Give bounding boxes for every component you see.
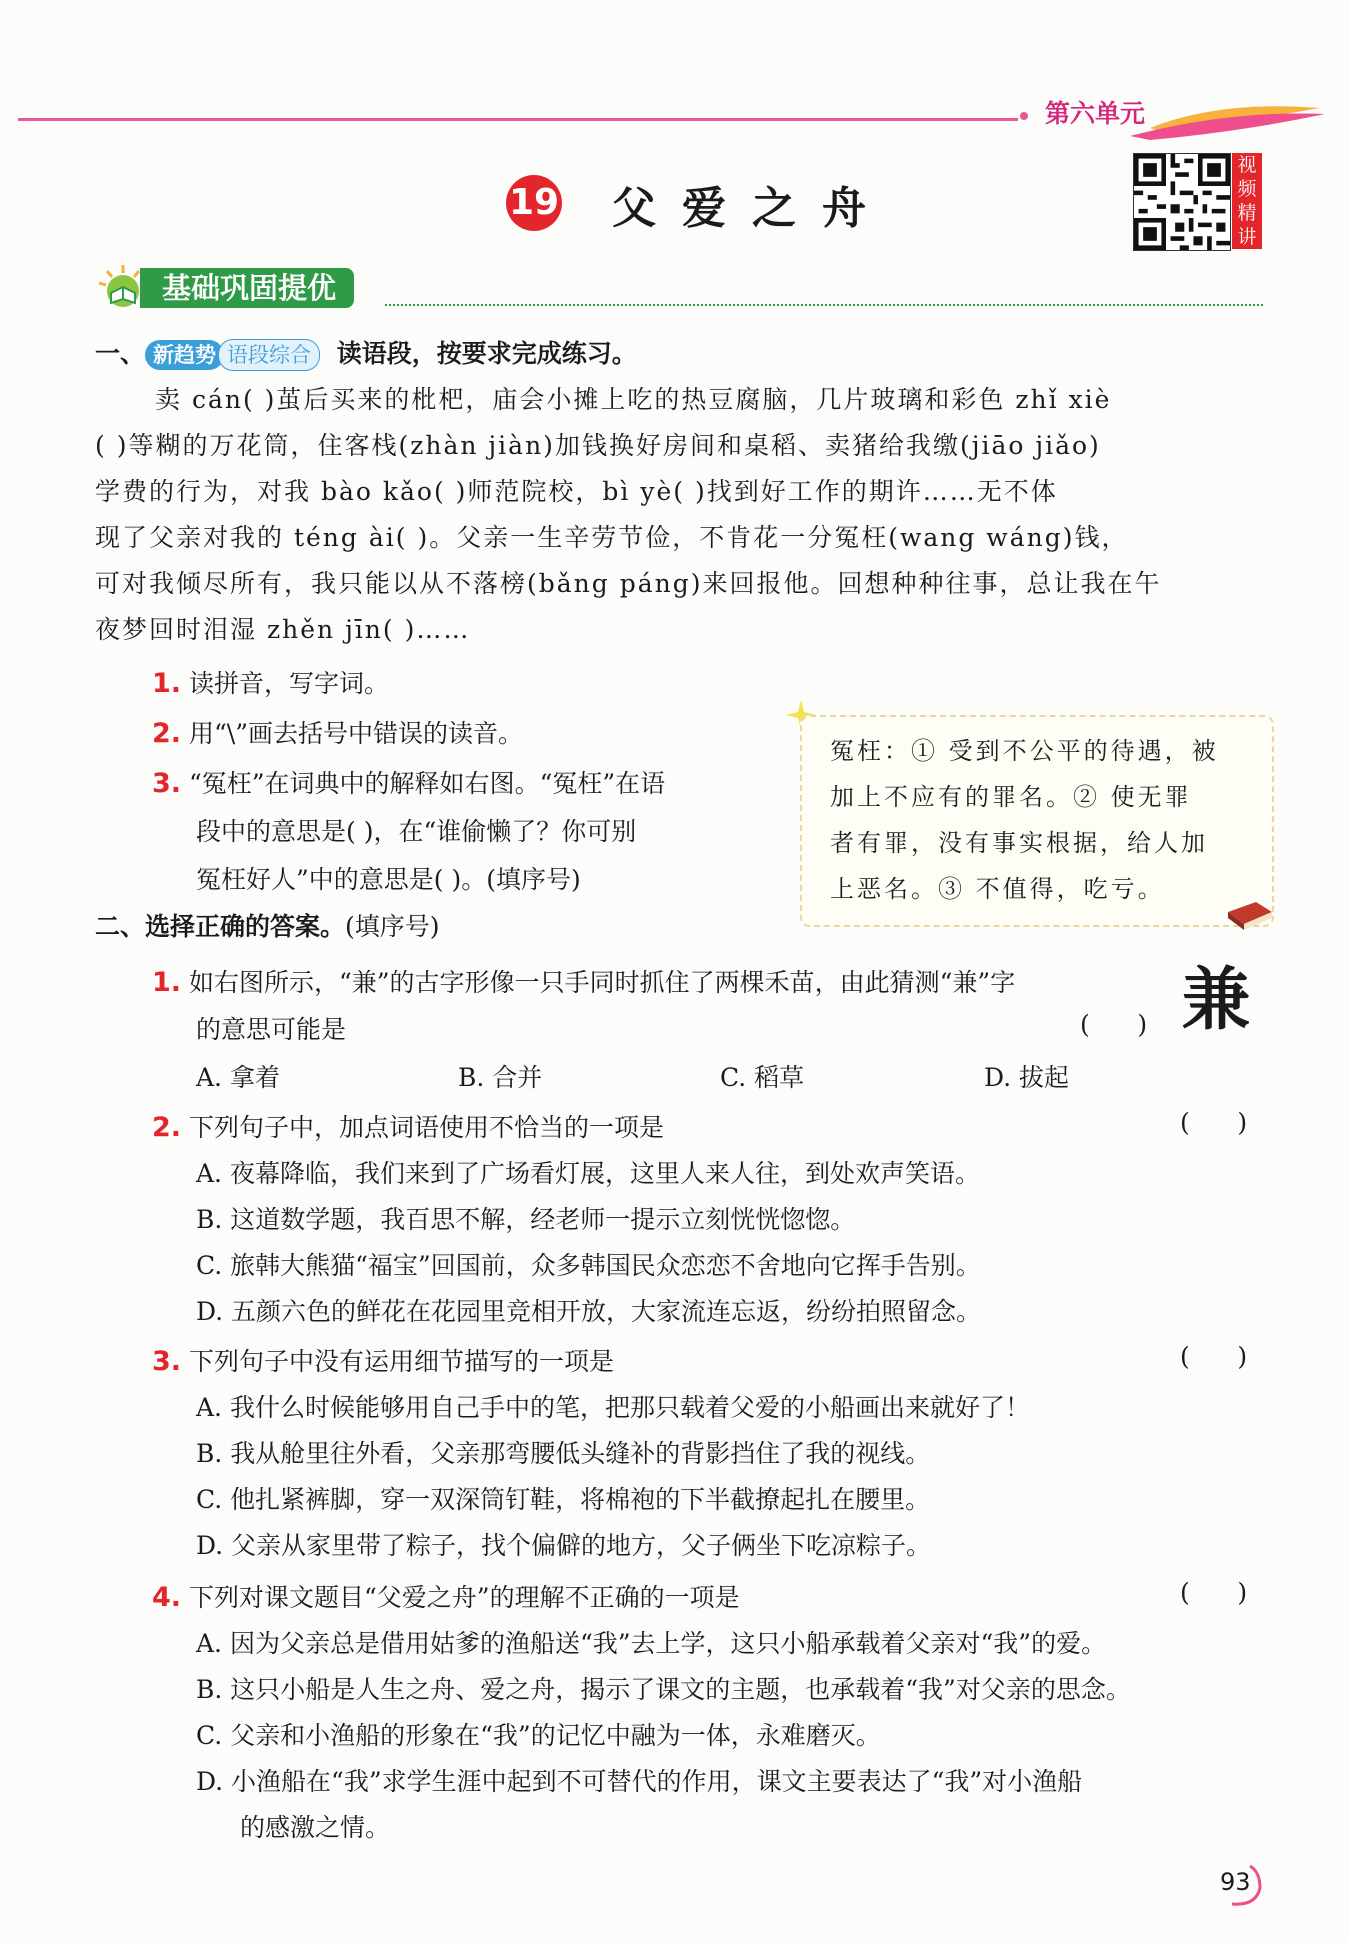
passage-line: 学费的行为，对我 bào kǎo( )师范院校，bì yè( )找到好工作的期许……无不体 bbox=[95, 477, 1058, 506]
passage-line: 夜梦回时泪湿 zhěn jīn( )…… bbox=[95, 615, 471, 644]
dictionary-note-line: 者有罪，没有事实根据，给人加 bbox=[830, 829, 1208, 857]
option[interactable]: A. 拿着 bbox=[196, 1063, 280, 1092]
section-divider bbox=[385, 304, 1263, 306]
q2-item-3-stem: 3. 下列句子中没有运用细节描写的一项是 bbox=[152, 1346, 615, 1377]
passage-line: 可对我倾尽所有，我只能以从不落榜(bǎng páng)来回报他。回想种种往事，总让我在午 bbox=[95, 569, 1162, 598]
q1-instruction: 读语段，按要求完成练习。 bbox=[336, 339, 637, 368]
unit-label: 第六单元 bbox=[1045, 99, 1146, 128]
dictionary-note-line: 上恶名。③ 不值得，吃亏。 bbox=[830, 875, 1165, 903]
answer-paren[interactable]: ( ) bbox=[1080, 1010, 1148, 1039]
option[interactable]: D. 拔起 bbox=[984, 1063, 1070, 1092]
q1-sub-2: 2. 用“\”画去括号中错误的读音。 bbox=[152, 718, 523, 749]
option[interactable]: A. 因为父亲总是借用姑爹的渔船送“我”去上学，这只小船承载着父亲对“我”的爱。 bbox=[196, 1629, 1107, 1658]
qr-code-icon[interactable] bbox=[1133, 153, 1231, 251]
option[interactable]: C. 稻草 bbox=[720, 1063, 805, 1092]
option[interactable]: A. 夜幕降临，我们来到了广场看灯展，这里人来人往，到处欢声笑语。 bbox=[196, 1159, 980, 1188]
dictionary-note bbox=[830, 728, 1250, 912]
section-banner: 基础巩固提优 bbox=[140, 268, 354, 308]
option[interactable]: B. 我从舱里往外看，父亲那弯腰低头缝补的背影挡住了我的视线。 bbox=[196, 1439, 931, 1468]
page-number: 93 bbox=[1220, 1868, 1251, 1896]
q2-item-1-stem-line: 的意思可能是 bbox=[196, 1015, 347, 1044]
lesson-number-badge: 19 bbox=[506, 175, 562, 231]
option[interactable]: B. 这道数学题，我百思不解，经老师一提示立刻恍恍惚惚。 bbox=[196, 1205, 856, 1234]
answer-paren[interactable]: ( ) bbox=[1180, 1578, 1248, 1607]
q1-sub-3-line: 冤枉好人”中的意思是( )。(填序号) bbox=[196, 865, 581, 894]
answer-paren[interactable]: ( ) bbox=[1180, 1108, 1248, 1137]
option[interactable]: B. 合并 bbox=[458, 1063, 543, 1092]
dictionary-note-line: 加上不应有的罪名。② 使无罪 bbox=[830, 783, 1192, 811]
option[interactable]: D. 五颜六色的鲜花在花园里竞相开放，大家流连忘返，纷纷拍照留念。 bbox=[196, 1297, 982, 1326]
q1-sub-1: 1. 读拼音，写字词。 bbox=[152, 668, 390, 699]
q1-sub-3-line: 段中的意思是( )，在“谁偷懒了？你可别 bbox=[196, 817, 637, 846]
header-rule bbox=[18, 118, 1018, 121]
option[interactable]: C. 旅韩大熊猫“福宝”回国前，众多韩国民众恋恋不舍地向它挥手告别。 bbox=[196, 1251, 981, 1280]
book-icon bbox=[1226, 898, 1274, 932]
q1-tag-passage: 语段综合 bbox=[218, 339, 320, 371]
q1-tag-new-trend: 新趋势 bbox=[145, 340, 224, 370]
q2-item-4-stem: 4. 下列对课文题目“父爱之舟”的理解不正确的一项是 bbox=[152, 1582, 740, 1613]
q1-heading bbox=[95, 334, 637, 371]
option[interactable]: D. 父亲从家里带了粽子，找个偏僻的地方，父子俩坐下吃凉粽子。 bbox=[196, 1531, 932, 1560]
option[interactable]: C. 他扎紧裤脚，穿一双深筒钉鞋，将棉袍的下半截撩起扎在腰里。 bbox=[196, 1485, 931, 1514]
q2-heading: 二、选择正确的答案。(填序号) bbox=[95, 912, 440, 941]
q1-label: 一、 bbox=[95, 339, 146, 368]
ancient-character-glyph: 兼 bbox=[1182, 960, 1251, 1040]
q1-sub-3: 3. “冤枉”在词典中的解释如右图。“冤枉”在语 bbox=[152, 768, 666, 799]
option[interactable]: A. 我什么时候能够用自己手中的笔，把那只载着父爱的小船画出来就好了！ bbox=[196, 1393, 1030, 1422]
option[interactable]: C. 父亲和小渔船的形象在“我”的记忆中融为一体，永难磨灭。 bbox=[196, 1721, 881, 1750]
lesson-title: 父爱之舟 bbox=[612, 183, 892, 234]
passage-line: ( )等糊的万花筒，住客栈(zhàn jiàn)加钱换好房间和桌稻、卖猪给我缴(jiāo jiǎo) bbox=[95, 431, 1101, 460]
passage-line: 卖 cán( )茧后买来的枇杷，庙会小摊上吃的热豆腐脑，几片玻璃和彩色 zhǐ xiè bbox=[155, 385, 1112, 414]
video-lecture-tag: 视频精讲 bbox=[1232, 153, 1262, 249]
option[interactable]: D. 小渔船在“我”求学生涯中起到不可替代的作用，课文主要表达了“我”对小渔船 bbox=[196, 1767, 1083, 1796]
dictionary-note-line: 冤枉：① 受到不公平的待遇，被 bbox=[830, 737, 1219, 765]
passage-line: 现了父亲对我的 téng ài( )。父亲一生辛劳节俭，不肯花一分冤枉(wang wáng)钱， bbox=[95, 523, 1129, 552]
option[interactable]: B. 这只小船是人生之舟、爱之舟，揭示了课文的主题，也承载着“我”对父亲的思念。 bbox=[196, 1675, 1131, 1704]
q2-item-2-stem: 2. 下列句子中，加点词语使用不恰当的一项是 bbox=[152, 1112, 665, 1143]
option-continuation: 的感激之情。 bbox=[240, 1813, 391, 1842]
answer-paren[interactable]: ( ) bbox=[1180, 1342, 1248, 1371]
q2-item-1-stem: 1. 如右图所示，“兼”的古字形像一只手同时抓住了两棵禾苗，由此猜测“兼”字 bbox=[152, 967, 1016, 998]
